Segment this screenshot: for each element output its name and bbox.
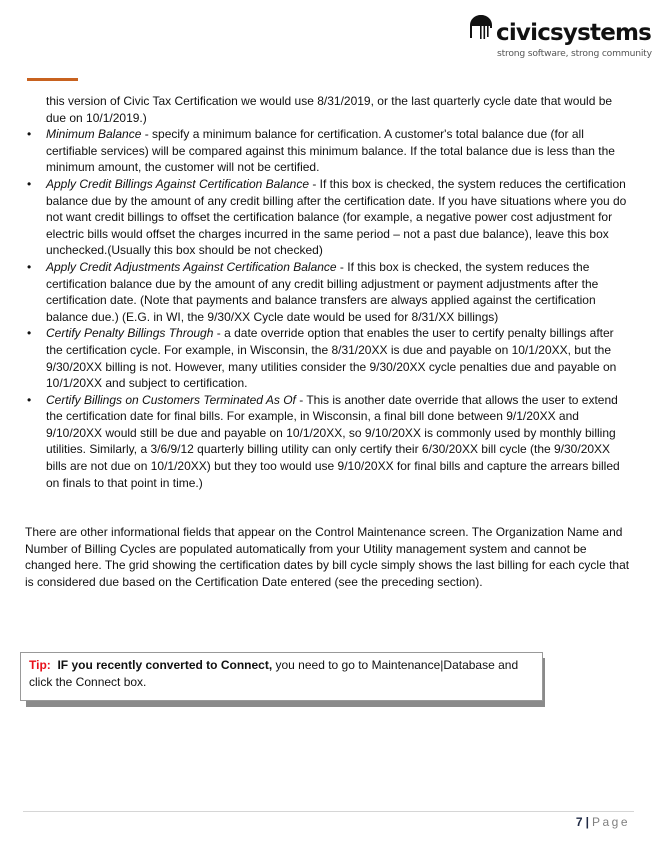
page-separator: | [585,815,589,829]
term-label: Minimum Balance [46,127,142,142]
dome-columns-logo-icon [468,14,494,40]
list-item-minimum-balance [0,126,652,176]
informational-fields-paragraph: There are other informational fields that appear on the Control Maintenance screen. The Organization Name and Number of Billing Cycles are populated automatically from your Utility management system and cannot be changed here. The grid showing the certification dates by bill cycle simply shows the last billing for each cycle that is considered due based on the Certification Date entered (see the preceding section). [25,525,630,589]
document-body [0,93,652,491]
bullet-icon: • [27,392,32,407]
page-number: 7 [575,815,583,829]
term-label: Apply Credit Billings Against Certification Balance [46,176,310,191]
list-item-apply-credit-adjustments [0,259,652,325]
page-footer [576,815,630,829]
tip-emphasis: IF you recently converted to Connect, [50,658,273,672]
accent-bar [27,78,78,81]
term-label: Apply Credit Adjustments Against Certification Balance [46,259,337,274]
footer-divider [23,811,634,812]
tip-text: you need to go to Maintenance|Database and click the Connect box. [29,658,519,689]
bullet-icon: • [27,176,32,191]
logo-name: civicsystems [496,20,652,46]
list-item-certify-penalty-billings [0,325,652,391]
term-label: Certify Penalty Billings Through [46,326,214,341]
term-description: - If this box is checked, the system reduces the certification balance due by the amount of any credit billing adjustment or payment adjustments after the certification date. (Note that payments and balance transfers are always applied against the certification balance due.) (E.G. in WI, the 9/30/XX Cycle date would be used for 8/31/XX billings) [46,259,599,324]
tip-callout [20,652,543,701]
term-label: Certify Billings on Customers Terminated As Of [46,392,296,407]
term-description: - a date override option that enables the user to certify penalty billings after the certification cycle. For example, in Wisconsin, the 8/31/20XX is due and payable on 10/1/20XX, but the 9/30/20XX billing is not. However, many utilities consider the 9/30/20XX cycle penalties due and payable on 10/1/20XX and subject to certification. [46,326,617,391]
page-label: Page [591,815,630,829]
term-description: - If this box is checked, the system reduces the certification balance due by the amount of any credit billing after the certification date. If you have situations where you do not want credit billings to offset the certification balance (for example, a negative power cost adjustment for electric bills would offset the charges incurred in the same period – not a past due balance), leave this box unchecked.(Usually this box should be not checked) [46,176,627,258]
term-description: - specify a minimum balance for certification. A customer's total balance due (for all certifiable services) will be compared against this minimum balance. If the total balance due is less than the minimum amount, the customer will not be certified. [46,127,615,175]
list-item-apply-credit-billings [0,176,652,259]
field-definitions-list [0,126,652,491]
term-description: - This is another date override that allows the user to extend the certification date for final bills. For example, in Wisconsin, a final bill done between 9/1/20XX and 9/10/20XX would still be due and payable on 10/1/20XX, so 9/10/20XX is commonly used by monthly billing utilities. Similarly, a 3/6/9/12 quarterly billing utility can only certify their 6/30/20XX bill cycle (the 9/30/20XX bills are not due on 10/1/20XX) but they too would use 9/10/20XX for final bills and capture the arrears billed on finals to that point in time.) [46,392,620,490]
bullet-icon: • [27,127,32,142]
civicsystems-logo [468,12,652,62]
continuation-text: this version of Civic Tax Certification we would use 8/31/2019, or the last quarterly cycle date that would be due on 10/1/2019.) [46,94,613,125]
list-item-certify-terminated [0,392,652,492]
bullet-icon: • [27,326,32,341]
tip-label: Tip: [29,658,51,672]
bullet-icon: • [27,259,32,274]
logo-tagline: strong software, strong community [497,48,652,59]
